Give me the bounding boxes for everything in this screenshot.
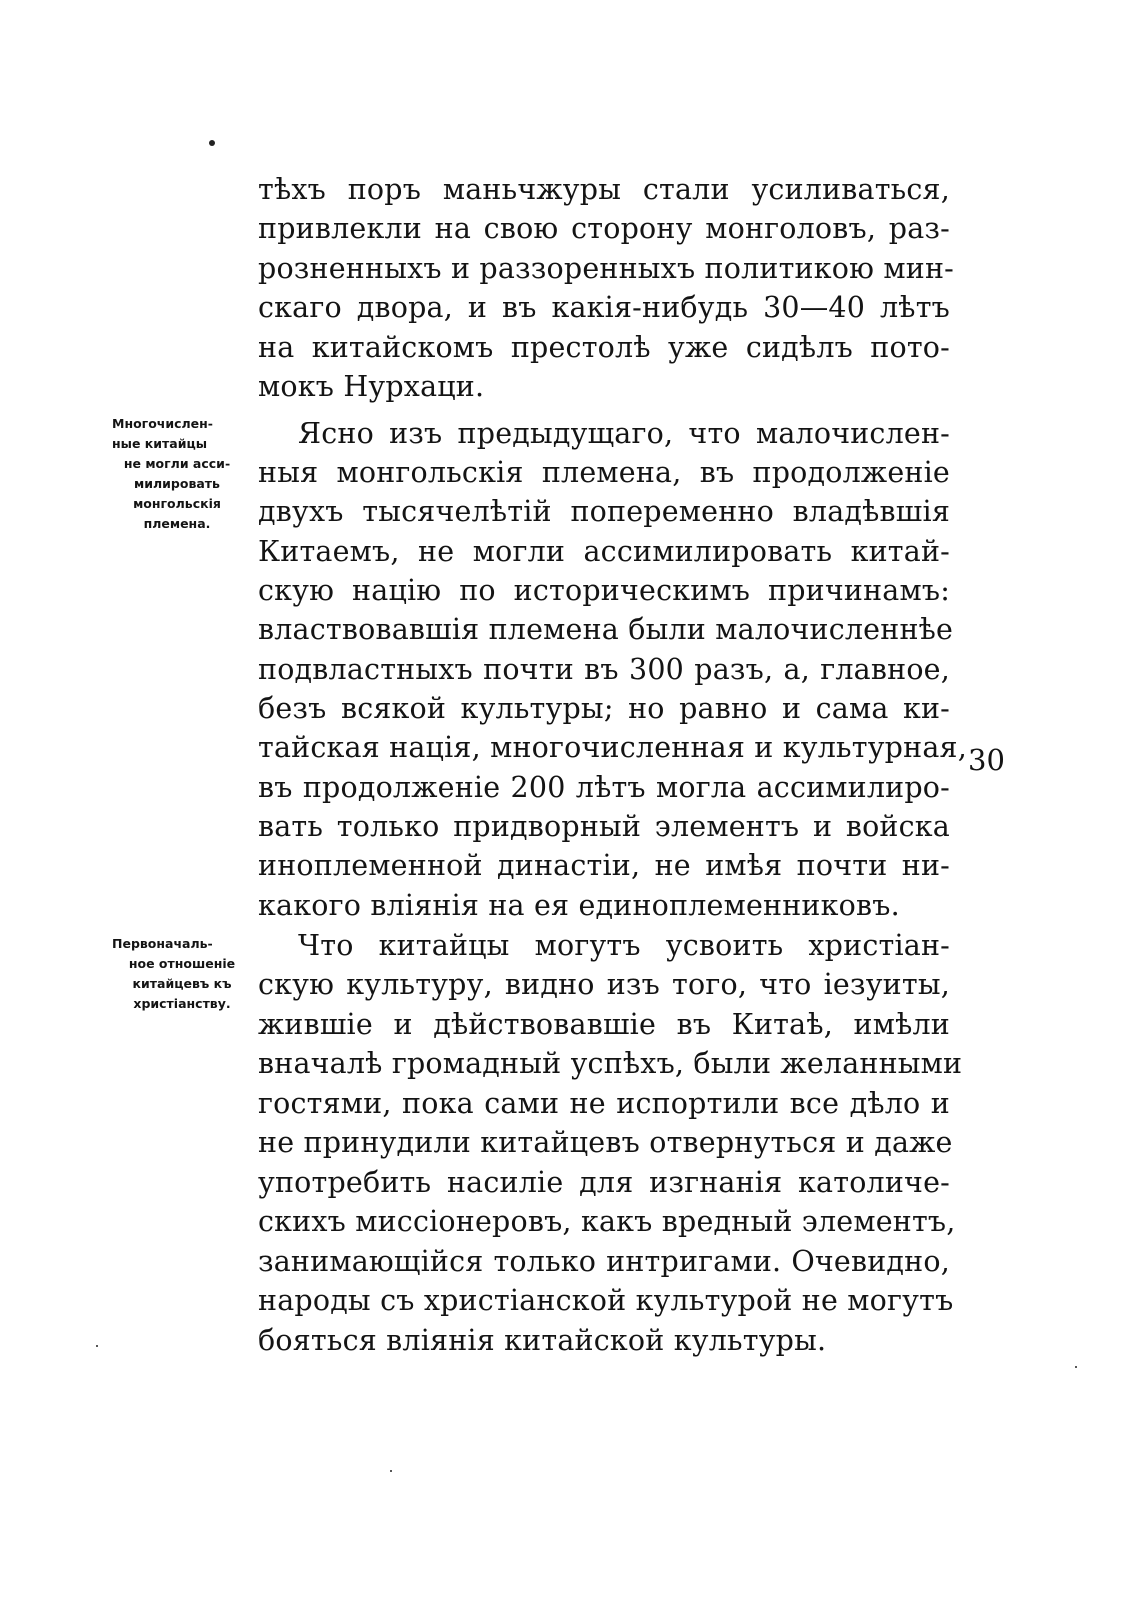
body-line: скую культуру, видно изъ того, что іезуиты, bbox=[258, 968, 950, 1001]
print-speck bbox=[390, 1470, 392, 1472]
body-line: употребить насиліе для изгнанія католиче- bbox=[258, 1166, 950, 1199]
body-line: привлекли на свою сторону монголовъ, раз- bbox=[258, 212, 950, 245]
side-note-line: китайцевъ къ bbox=[132, 976, 232, 991]
side-note-christianity bbox=[112, 934, 252, 1014]
body-line: скаго двора, и въ какія-нибудь 30—40 лѣтъ bbox=[258, 291, 950, 324]
body-line: гостями, пока сами не испортили все дѣло и bbox=[258, 1087, 950, 1120]
body-line: какого вліянія на ея единоплеменниковъ. bbox=[258, 889, 900, 922]
print-speck bbox=[1075, 1366, 1077, 1368]
side-note-line: христіанству. bbox=[133, 996, 231, 1011]
body-line: скую націю по историческимъ причинамъ: bbox=[258, 574, 950, 607]
body-line: двухъ тысячелѣтій попеременно владѣвшія bbox=[258, 495, 950, 528]
body-line: вначалѣ громадный успѣхъ, были желанными bbox=[258, 1047, 963, 1080]
body-line: подвластныхъ почти въ 300 разъ, а, главное, bbox=[258, 653, 950, 686]
body-line: ныя монгольскія племена, въ продолженіе bbox=[258, 456, 950, 489]
body-line: тайская нація, многочисленная и культурная, bbox=[258, 731, 967, 764]
body-line: иноплеменной династіи, не имѣя почти ни- bbox=[258, 849, 950, 882]
body-line: скихъ миссіонеровъ, какъ вредный элементъ, bbox=[258, 1205, 956, 1238]
body-line: вать только придворный элементъ и войска bbox=[258, 810, 950, 843]
body-line: властвовавшія племена были малочисленнѣе bbox=[258, 613, 954, 646]
body-line: безъ всякой культуры; но равно и сама ки- bbox=[258, 692, 950, 725]
body-line: тѣхъ поръ маньчжуры стали усиливаться, bbox=[258, 173, 950, 206]
side-note-line: ное отношеніе bbox=[128, 956, 236, 971]
body-line: мокъ Нурхаци. bbox=[258, 370, 485, 403]
body-line: розненныхъ и раззоренныхъ политикою мин- bbox=[258, 252, 954, 285]
body-line: въ продолженіе 200 лѣтъ могла ассимилиро- bbox=[258, 771, 950, 804]
side-note-line: не могли асси- bbox=[123, 456, 231, 471]
side-note-line: племена. bbox=[143, 516, 211, 531]
page-number: 30 bbox=[968, 743, 1005, 777]
body-line: жившіе и дѣйствовавшіе въ Китаѣ, имѣли bbox=[258, 1008, 950, 1041]
print-speck bbox=[209, 140, 215, 146]
body-line: занимающійся только интригами. Очевидно, bbox=[258, 1245, 950, 1278]
body-line: народы съ христіанской культурой не могутъ bbox=[258, 1284, 954, 1317]
side-note-line: Первоначаль- bbox=[112, 936, 213, 951]
body-line: не принудили китайцевъ отвернуться и даже bbox=[258, 1126, 953, 1159]
side-note-assimilation bbox=[112, 414, 242, 534]
side-note-line: монгольскія bbox=[133, 496, 221, 511]
side-note-line: ные китайцы bbox=[112, 436, 208, 451]
print-speck bbox=[96, 1345, 98, 1347]
body-line: Китаемъ, не могли ассимилировать китай- bbox=[258, 535, 950, 568]
body-line: Ясно изъ предыдущаго, что малочислен- bbox=[298, 417, 950, 450]
body-line: на китайскомъ престолѣ уже сидѣлъ пото- bbox=[258, 331, 950, 364]
body-line: бояться вліянія китайской культуры. bbox=[258, 1324, 827, 1357]
side-note-line: Многочислен- bbox=[112, 416, 213, 431]
side-note-line: милировать bbox=[134, 476, 220, 491]
body-line: Что китайцы могутъ усвоить христіан- bbox=[298, 929, 950, 962]
